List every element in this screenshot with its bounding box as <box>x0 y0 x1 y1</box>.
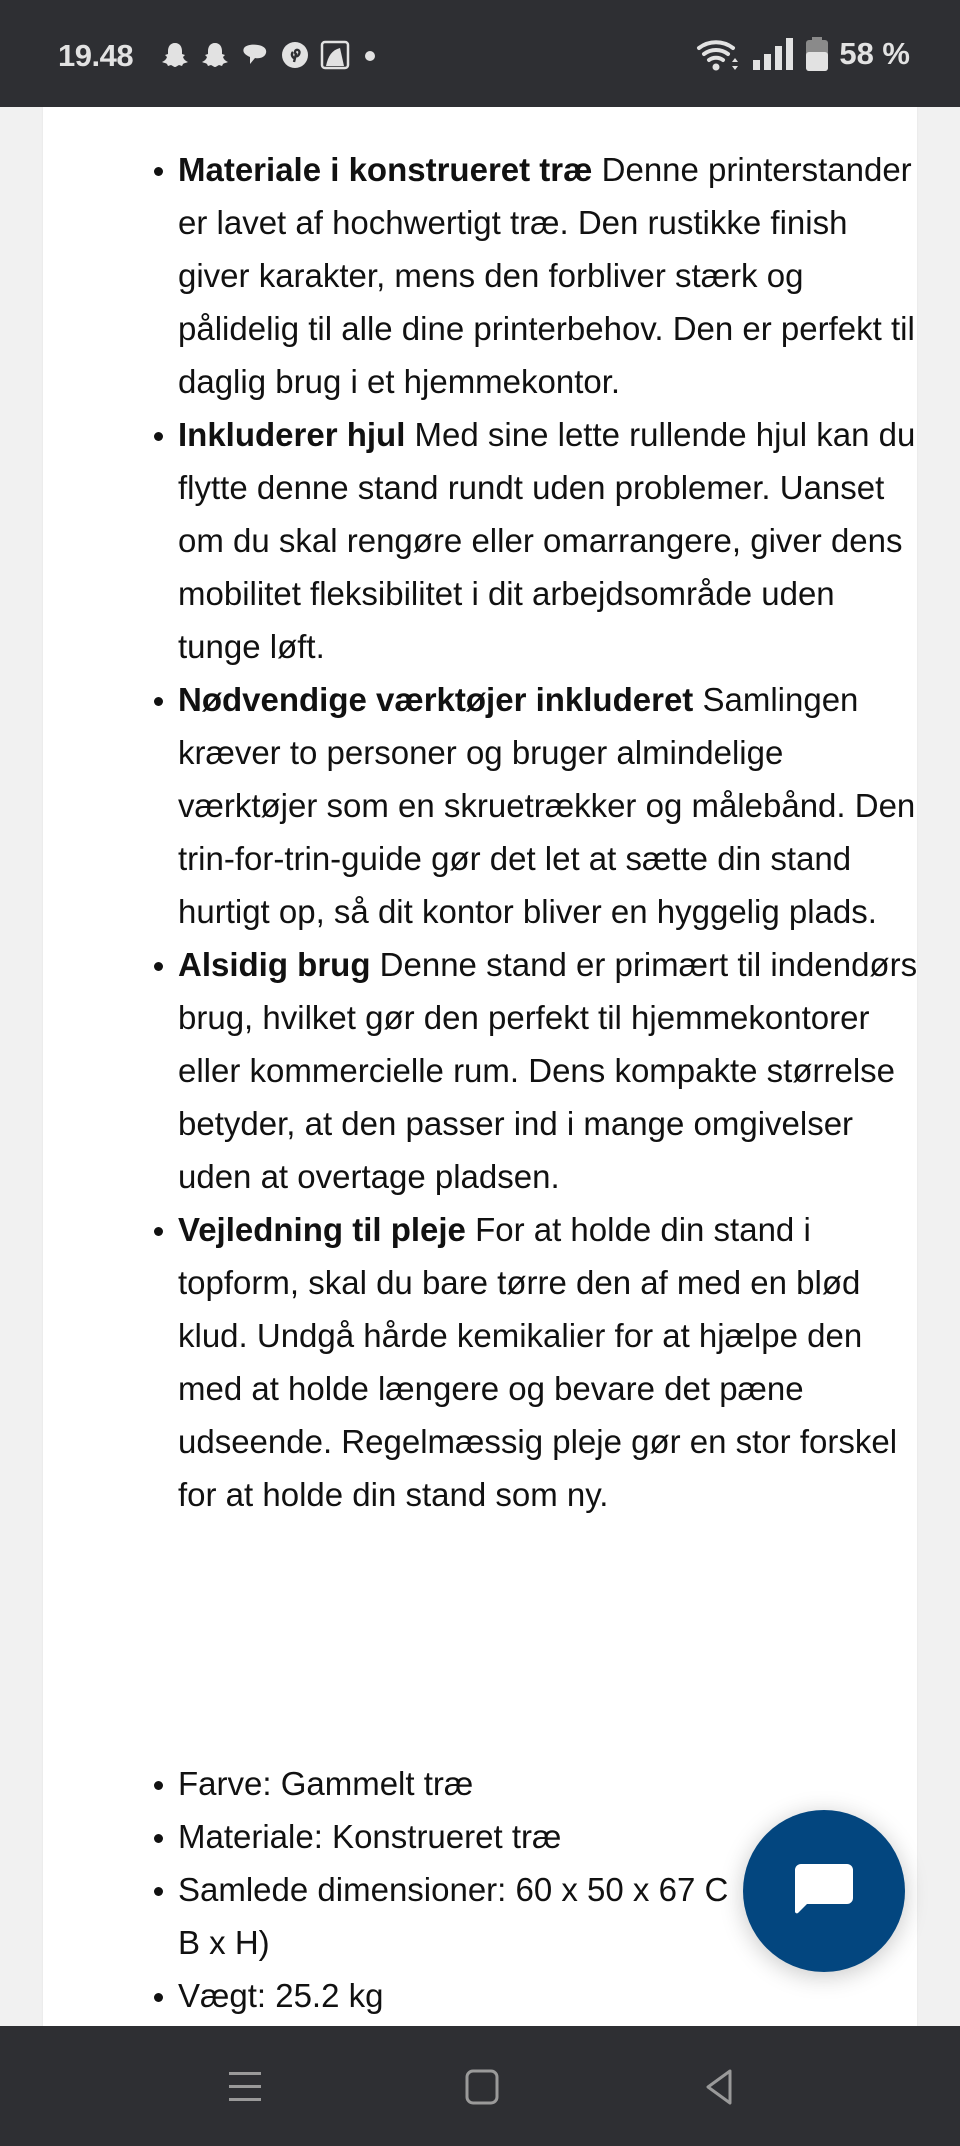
more-dot-icon <box>360 40 380 70</box>
feature-item <box>178 938 918 1203</box>
spec-list <box>178 1757 738 2022</box>
battery-percent: 58 % <box>839 36 910 71</box>
pinterest-icon <box>280 40 310 70</box>
feature-item <box>178 143 918 408</box>
product-description-card <box>43 107 917 2026</box>
recent-apps-button[interactable] <box>215 2062 275 2112</box>
chat-bubble-icon <box>793 1862 855 1920</box>
recent-apps-icon <box>225 2067 265 2107</box>
back-button[interactable] <box>690 2062 750 2112</box>
spec-weight: Vægt: 25.2 kg <box>178 1969 738 2022</box>
spec-dimensions-line2: B x H) <box>178 1924 270 1961</box>
feature-title: Vejledning til pleje <box>178 1211 466 1248</box>
feature-text: Med sine lette rullende hjul kan du flytte denne stand rundt uden problemer. Uanset om du skal rengøre eller omarrangere, giver dens mobilitet fleksibilitet i dit arbejdsområde uden tunge løft. <box>178 416 916 665</box>
feature-item <box>178 408 918 673</box>
feature-item <box>178 1203 918 1521</box>
navigation-bar <box>0 2026 960 2146</box>
chat-button[interactable] <box>743 1810 905 1972</box>
feature-list <box>178 143 918 1521</box>
feature-title: Materiale i konstrueret træ <box>178 151 593 188</box>
feature-text: Denne printerstander er lavet af hochwertigt træ. Den rustikke finish giver karakter, mens den forbliver stærk og pålidelig til alle dine printerbehov. Den er perfekt til daglig brug i et hjemmekontor. <box>178 151 915 400</box>
spec-dimensions <box>178 1863 738 1969</box>
home-icon <box>462 2067 502 2107</box>
signal-icon <box>751 36 795 72</box>
snapchat-icon <box>200 40 230 70</box>
feature-title: Inkluderer hjul <box>178 416 406 453</box>
feature-text: Denne stand er primært til indendørs brug, hvilket gør den perfekt til hjemmekontorer eller kommercielle rum. Dens kompakte størrelse betyder, at den passer ind i mange omgivelser uden at overtage pladsen. <box>178 946 918 1195</box>
web-page[interactable] <box>0 107 960 2026</box>
snapchat-icon <box>160 40 190 70</box>
messages-icon <box>240 40 270 70</box>
status-bar <box>0 0 960 107</box>
feature-title: Alsidig brug <box>178 946 371 983</box>
spec-dimensions-line1: Samlede dimensioner: 60 x 50 x 67 C <box>178 1871 729 1908</box>
gallery-icon <box>320 40 350 70</box>
spec-material: Materiale: Konstrueret træ <box>178 1810 738 1863</box>
feature-text: For at holde din stand i topform, skal du bare tørre den af med en blød klud. Undgå hårde kemikalier for at hjælpe den med at holde længere og bevare det pæne udseende. Regelmæssig pleje gør en stor forskel for at holde din stand som ny. <box>178 1211 898 1513</box>
feature-item <box>178 673 918 938</box>
feature-title: Nødvendige værktøjer inkluderet <box>178 681 694 718</box>
status-time: 19.48 <box>58 38 134 73</box>
back-icon <box>700 2067 740 2107</box>
battery-icon <box>805 36 829 72</box>
wifi-icon <box>695 36 741 72</box>
home-button[interactable] <box>452 2062 512 2112</box>
feature-text: Samlingen kræver to personer og bruger almindelige værktøjer som en skruetrækker og målebånd. Den trin-for-trin-guide gør det let at sætte din stand hurtigt op, så dit kontor bliver en hyggelig plads. <box>178 681 916 930</box>
system-indicators <box>695 36 910 72</box>
spec-color: Farve: Gammelt træ <box>178 1757 738 1810</box>
notification-icons <box>160 40 380 70</box>
